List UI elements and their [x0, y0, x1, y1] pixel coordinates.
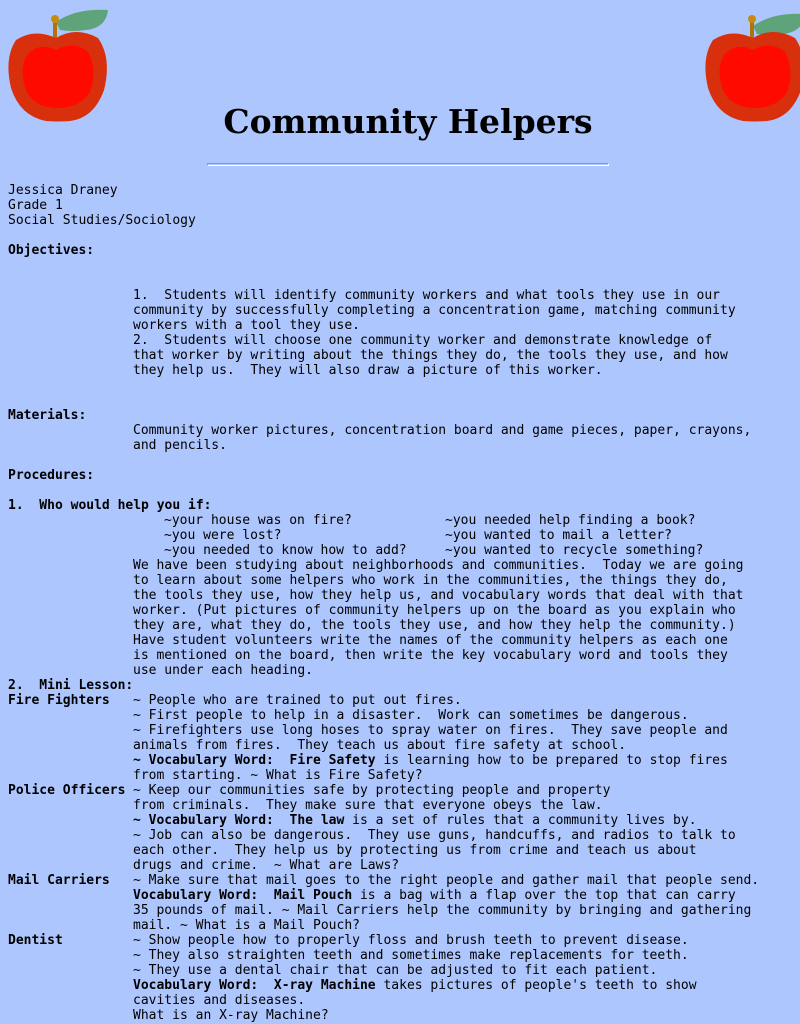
question: ~your house was on fire? — [164, 513, 352, 528]
materials-line: and pencils. — [133, 438, 227, 453]
vocab-definition: is learning how to be prepared to stop fires — [375, 753, 728, 768]
vocab-term: Vocabulary Word: X-ray Machine — [133, 978, 376, 993]
paragraph-line: the tools they use, how they help us, and vocabulary words that deal with that — [133, 588, 744, 603]
police-line: drugs and crime. ~ What are Laws? — [133, 858, 400, 873]
lesson-plan — [8, 183, 759, 1023]
vocab-definition: is a bag with a flap over the top that can carry — [352, 888, 736, 903]
fire-line: animals from fires. They teach us about fire safety at school. — [133, 738, 627, 753]
objective-line: they help us. They will also draw a picture of this worker. — [133, 363, 603, 378]
vocab-term: Vocabulary Word: Mail Pouch — [133, 888, 353, 903]
question: ~you needed to know how to add? — [164, 543, 407, 558]
paragraph-line: Have student volunteers write the names of the community helpers as each one — [133, 633, 728, 648]
objectives-heading: Objectives: — [8, 243, 95, 258]
page-title: Community Helpers — [223, 102, 593, 141]
question: ~you were lost? — [164, 528, 282, 543]
mail-vocab — [8, 888, 759, 903]
vocab-definition: is a set of rules that a community lives by. — [344, 813, 697, 828]
horizontal-rule — [207, 163, 609, 166]
paragraph-line: worker. (Put pictures of community helpers up on the board as you explain who — [133, 603, 736, 618]
fire-vocab — [8, 753, 759, 768]
paragraph-line: use under each heading. — [133, 663, 314, 678]
objective-line: 1. Students will identify community workers and what tools they use in our — [133, 288, 720, 303]
question: ~you needed help finding a book? — [445, 513, 696, 528]
police-officers-label: Police Officers — [8, 783, 126, 798]
step1-heading: 1. Who would help you if: — [8, 498, 212, 513]
police-line: each other. They help us by protecting us from crime and teach us about — [133, 843, 697, 858]
police-line: ~ Job can also be dangerous. They use guns, handcuffs, and radios to talk to — [133, 828, 736, 843]
question: ~you wanted to recycle something? — [445, 543, 704, 558]
dentist-line: cavities and diseases. — [133, 993, 306, 1008]
fire-line: from starting. ~ What is Fire Safety? — [133, 768, 423, 783]
procedures-heading: Procedures: — [8, 468, 95, 483]
subject: Social Studies/Sociology — [8, 213, 196, 228]
objective-line: that worker by writing about the things they do, the tools they use, and how — [133, 348, 728, 363]
grade: Grade 1 — [8, 198, 63, 213]
paragraph-line: We have been studying about neighborhoods and communities. Today we are going — [133, 558, 744, 573]
materials-line: Community worker pictures, concentration board and game pieces, paper, crayons, — [133, 423, 752, 438]
vocab-term: ~ Vocabulary Word: The law — [133, 813, 345, 828]
paragraph-line: they are, what they do, the tools they use, and how they help the community.) — [133, 618, 736, 633]
fire-line: ~ First people to help in a disaster. Work can sometimes be dangerous. — [133, 708, 689, 723]
fire-fighters-label: Fire Fighters — [8, 693, 110, 708]
objective-line: 2. Students will choose one community worker and demonstrate knowledge of — [133, 333, 713, 348]
objective-line: community by successfully completing a concentration game, matching community — [133, 303, 736, 318]
objective-line: workers with a tool they use. — [133, 318, 360, 333]
fire-line: ~ Firefighters use long hoses to spray water on fires. They save people and — [133, 723, 728, 738]
dentist-line: What is an X-ray Machine? — [133, 1008, 329, 1023]
dentist-vocab — [8, 978, 759, 993]
dentist-label: Dentist — [8, 933, 63, 948]
police-line: ~ Keep our communities safe by protecting people and property — [133, 783, 611, 798]
vocab-term: ~ Vocabulary Word: Fire Safety — [133, 753, 376, 768]
materials-heading: Materials: — [8, 408, 87, 423]
dentist-line: ~ They use a dental chair that can be adjusted to fit each patient. — [133, 963, 658, 978]
mail-line: 35 pounds of mail. ~ Mail Carriers help the community by bringing and gathering — [133, 903, 752, 918]
police-vocab — [8, 813, 759, 828]
police-line: from criminals. They make sure that everyone obeys the law. — [133, 798, 603, 813]
dentist-line: ~ They also straighten teeth and sometimes make replacements for teeth. — [133, 948, 689, 963]
step2-heading: 2. Mini Lesson: — [8, 678, 134, 693]
paragraph-line: to learn about some helpers who work in the communities, the things they do, — [133, 573, 728, 588]
mail-carriers-label: Mail Carriers — [8, 873, 110, 888]
vocab-definition: takes pictures of people's teeth to show — [375, 978, 697, 993]
fire-line: ~ People who are trained to put out fires. — [133, 693, 462, 708]
dentist-line: ~ Show people how to properly floss and brush teeth to prevent disease. — [133, 933, 689, 948]
mail-line: mail. ~ What is a Mail Pouch? — [133, 918, 360, 933]
question: ~you wanted to mail a letter? — [445, 528, 672, 543]
paragraph-line: is mentioned on the board, then write the key vocabulary word and tools they — [133, 648, 728, 663]
author: Jessica Draney — [8, 183, 118, 198]
mail-line: ~ Make sure that mail goes to the right people and gather mail that people send. — [133, 873, 760, 888]
